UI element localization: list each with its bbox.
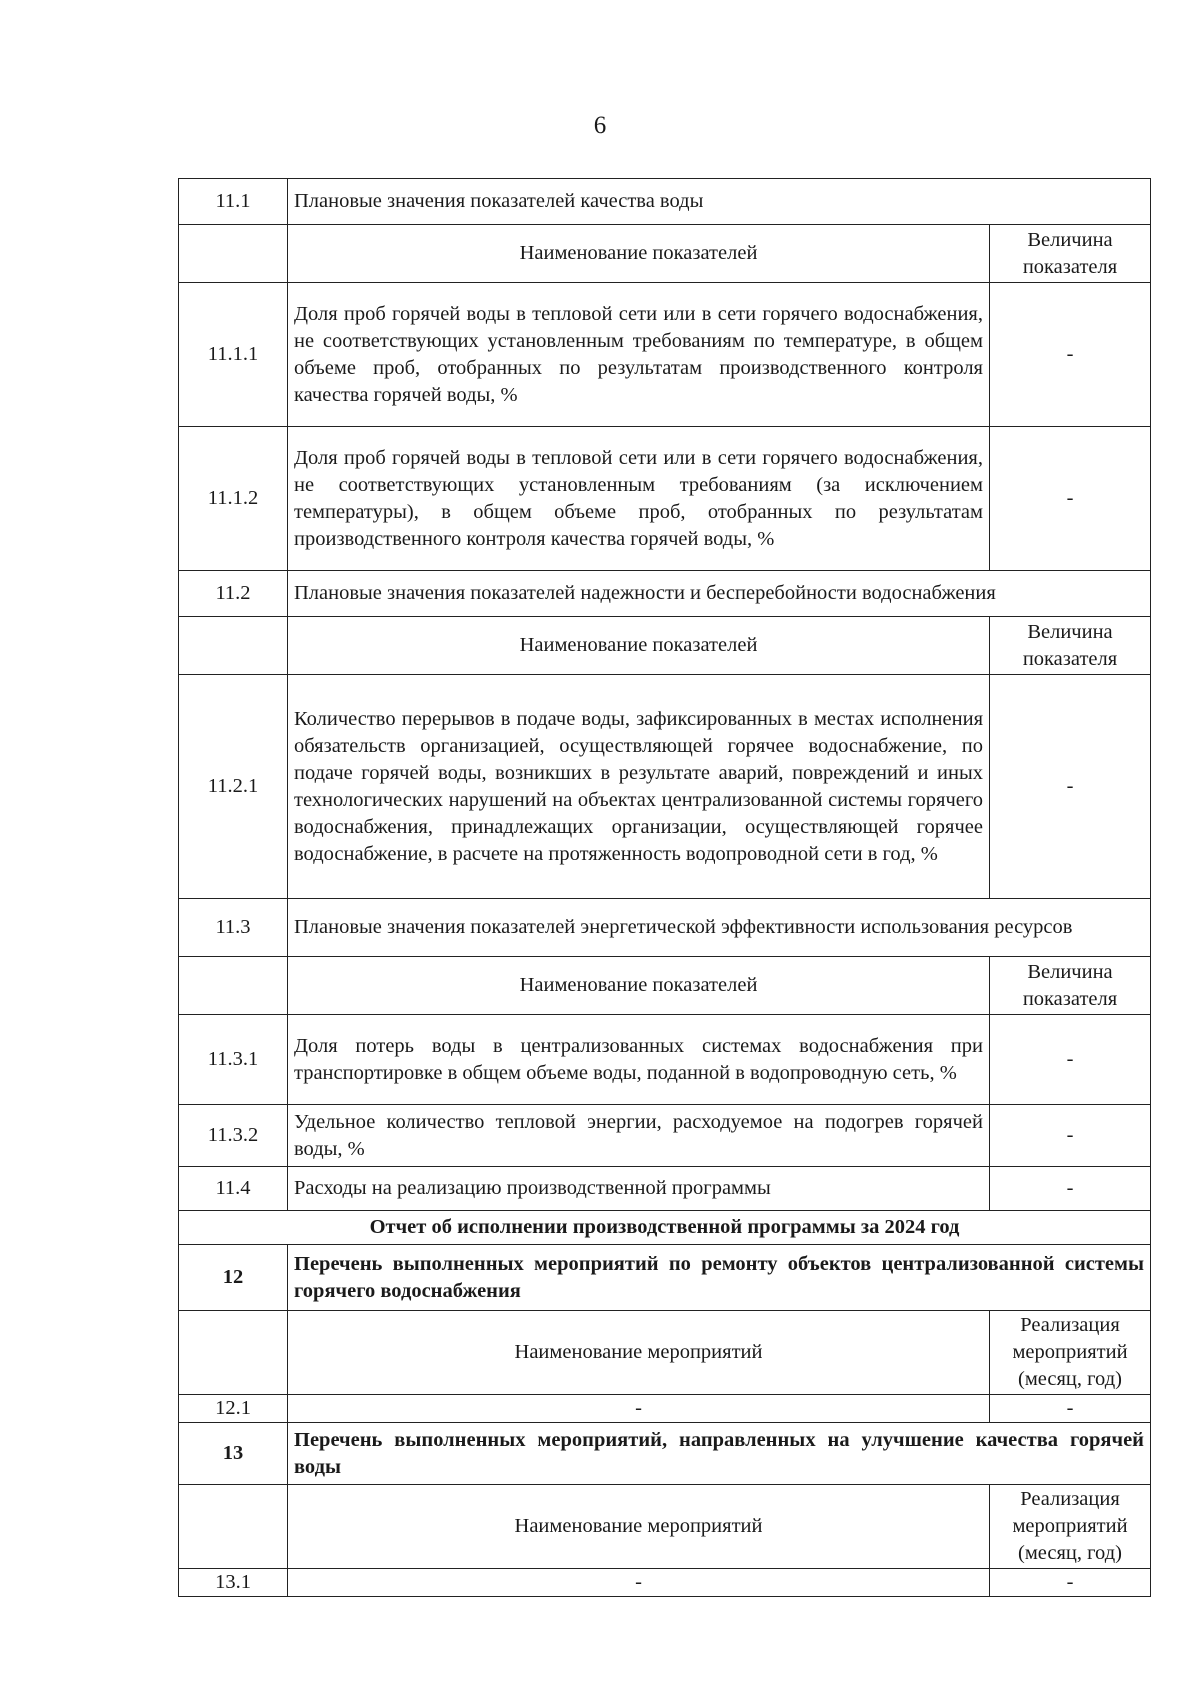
- header-value: Реализация мероприятий (месяц, год): [990, 1311, 1151, 1395]
- indicator-value: -: [990, 1167, 1151, 1211]
- empty-cell: [179, 1485, 288, 1569]
- measure-row: [179, 1569, 1151, 1597]
- measure-row: [179, 1395, 1151, 1423]
- page-number: 6: [593, 112, 607, 139]
- indicator-row: [179, 1105, 1151, 1167]
- indicator-row: [179, 283, 1151, 427]
- header-row: [179, 1311, 1151, 1395]
- section-row-11-4: [179, 1167, 1151, 1211]
- row-number: 11.1.1: [179, 283, 288, 427]
- row-number: 13.1: [179, 1569, 288, 1597]
- header-value: Величина показателя: [990, 617, 1151, 675]
- section-row-12: [179, 1245, 1151, 1311]
- row-number: 11.1.2: [179, 427, 288, 571]
- header-row: [179, 617, 1151, 675]
- section-title: Плановые значения показателей качества воды: [288, 179, 1151, 225]
- indicator-value: -: [990, 1105, 1151, 1167]
- indicator-value: -: [990, 427, 1151, 571]
- header-name: Наименование показателей: [288, 225, 990, 283]
- header-value: Величина показателя: [990, 957, 1151, 1015]
- row-number: 11.3.2: [179, 1105, 288, 1167]
- section-title: Перечень выполненных мероприятий по ремонту объектов централизованной системы горячего водоснабжения: [288, 1245, 1151, 1311]
- section-number: 11.1: [179, 179, 288, 225]
- empty-cell: [179, 1311, 288, 1395]
- section-number: 11.2: [179, 571, 288, 617]
- section-row-11-3: [179, 899, 1151, 957]
- indicator-text: Доля потерь воды в централизованных системах водоснабжения при транспортировке в общем объеме воды, поданной в водопроводную сеть, %: [288, 1015, 990, 1105]
- indicator-text: Количество перерывов в подаче воды, зафиксированных в местах исполнения обязательств организацией, осуществляющей горячее водоснабжение, по подаче горячей воды, возникших в результате аварий, повреждений и иных технологических нарушений на объектах централизованной системы горячего водоснабжения, принадлежащих организации, осуществляющей горячее водоснабжение, в расчете на протяженность водопроводной сети в год, %: [288, 675, 990, 899]
- section-number: 13: [179, 1423, 288, 1485]
- indicator-value: -: [990, 283, 1151, 427]
- indicator-text: Удельное количество тепловой энергии, расходуемое на подогрев горячей воды, %: [288, 1105, 990, 1167]
- indicator-row: [179, 427, 1151, 571]
- measure-text: -: [288, 1395, 990, 1423]
- indicator-value: -: [990, 1015, 1151, 1105]
- header-name: Наименование мероприятий: [288, 1485, 990, 1569]
- indicator-text: Доля проб горячей воды в тепловой сети или в сети горячего водоснабжения, не соответствующих установленным требованиям (за исключением температуры), в общем объеме проб, отобранных по результатам производственного контроля качества горячей воды, %: [288, 427, 990, 571]
- header-value: Величина показателя: [990, 225, 1151, 283]
- header-row: [179, 225, 1151, 283]
- section-row-11-2: [179, 571, 1151, 617]
- header-row: [179, 957, 1151, 1015]
- indicator-text: Доля проб горячей воды в тепловой сети или в сети горячего водоснабжения, не соответствующих установленным требованиям по температуре, в общем объеме проб, отобранных по результатам производственного контроля качества горячей воды, %: [288, 283, 990, 427]
- measure-value: -: [990, 1569, 1151, 1597]
- header-name: Наименование мероприятий: [288, 1311, 990, 1395]
- section-number: 12: [179, 1245, 288, 1311]
- section-number: 11.3: [179, 899, 288, 957]
- empty-cell: [179, 957, 288, 1015]
- indicator-value: -: [990, 675, 1151, 899]
- section-title: Плановые значения показателей надежности и бесперебойности водоснабжения: [288, 571, 1151, 617]
- report-table: [178, 178, 1151, 1597]
- report-title: Отчет об исполнении производственной программы за 2024 год: [179, 1211, 1151, 1245]
- measure-value: -: [990, 1395, 1151, 1423]
- section-row-13: [179, 1423, 1151, 1485]
- header-name: Наименование показателей: [288, 957, 990, 1015]
- row-number: 11.2.1: [179, 675, 288, 899]
- section-title: Расходы на реализацию производственной программы: [288, 1167, 990, 1211]
- empty-cell: [179, 225, 288, 283]
- header-name: Наименование показателей: [288, 617, 990, 675]
- section-number: 11.4: [179, 1167, 288, 1211]
- header-value: Реализация мероприятий (месяц, год): [990, 1485, 1151, 1569]
- report-title-row: [179, 1211, 1151, 1245]
- header-row: [179, 1485, 1151, 1569]
- section-title: Перечень выполненных мероприятий, направленных на улучшение качества горячей воды: [288, 1423, 1151, 1485]
- section-title: Плановые значения показателей энергетической эффективности использования ресурсов: [288, 899, 1151, 957]
- row-number: 12.1: [179, 1395, 288, 1423]
- section-row-11-1: [179, 179, 1151, 225]
- row-number: 11.3.1: [179, 1015, 288, 1105]
- measure-text: -: [288, 1569, 990, 1597]
- indicator-row: [179, 1015, 1151, 1105]
- empty-cell: [179, 617, 288, 675]
- indicator-row: [179, 675, 1151, 899]
